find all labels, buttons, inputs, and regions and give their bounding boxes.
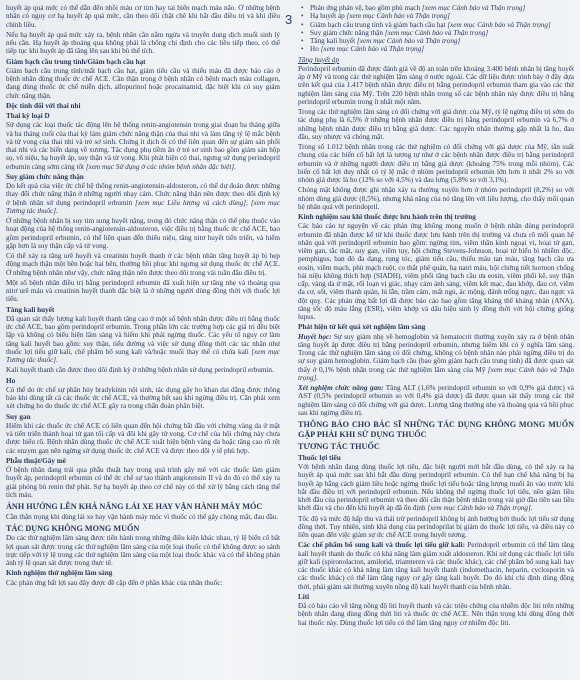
section-heading [298, 454, 574, 462]
paragraph-text: Sử dụng các loại thuốc tác động lên hệ thống renin-angiotensin trong giai đoạn ba tháng giữa và ba tháng cuối của thai kỳ làm giảm chức năng thận của thai nhi và làm tăng tỷ lệ mắc bệnh và tử vong của thai nhi và trẻ sơ sinh. Chứng ít dịch ối có thể liên quan đến sự giảm sản phổi thai nhi và các biến dạng về xương. Tác dụng phụ tiềm ẩn ở trẻ sơ sinh bao gồm giảm sản hộp sọ, vô niệu, hạ huyết áp, suy thận và tử vong. Khi phát hiện có thai, ngưng sử dụng perindopril erbumin càng sớm càng tốt [6, 121, 280, 171]
list-item [298, 4, 574, 12]
cross-reference: [xem mục Liều lượng và cách dùng], [xem mục Tương tác thuốc]. [6, 198, 280, 215]
paragraph [6, 67, 280, 100]
paragraph-text: Do kết quả của việc ức chế hệ thống renin-angiotensin-aldosteron, có thể dự đoán được những thay đổi chức năng thận ở những người nhạy cảm. Chức năng thận nên được theo dõi định kỳ ở bệnh nhân sử dụng perindopril erbumin [6, 182, 280, 207]
paragraph [298, 384, 574, 417]
paragraph-text: Một số bệnh nhân điều trị bằng perindopril erbumin đã xuất hiện sự tăng nhẹ và thoáng qua nitơ urê máu và creatinin huyết thanh đặc biệt là ở những người dùng đồng thời với thuốc lợi tiểu. [6, 278, 280, 304]
cross-reference: [xem mục Cảnh báo và Thận trọng] [355, 37, 461, 45]
paragraph-text: Perindopril erbumin đã được đánh giá về độ an toàn trên khoảng 3.400 bệnh nhân bị tăng huyết áp ở Mỹ và trong các thử nghiệm lâm sàng ở nước ngoài. Các dữ liệu được trình bày ở đây dựa trên kết quả của 1.417 bệnh nhân được điều trị bằng perindopril erbumin tham gia vào các thử nghiệm lâm sàng của Mỹ. Trên 220 bệnh nhân trong số các bệnh nhân này được điều trị bằng perindopril erbumin trong ít nhất một năm. [298, 64, 574, 106]
major-heading-text: TƯƠNG TÁC THUỐC [298, 442, 380, 452]
list-item-text: Phản ứng phản vệ, bao gồm phù mạch [310, 4, 421, 12]
section-heading [6, 112, 280, 120]
paragraph-text: Các báo cáo tự nguyện về các phản ứng không mong muốn ở bệnh nhân dùng perindopril erbumin đã nhận được kể từ khi thuốc được lưu hành trên thị trường và chưa rõ mối quan hệ nhân quả với perindopril erbumin bao gồm: ngừng tim, viêm thần kinh ngoại vi, hoại tử gan, viêm gan, tắc mật, suy gan, viêm tụy, hội chứng Stevens-Johnson, hoại tử biểu bì nhiễm độc, pemphigus, ban đỏ đa dạng, rụng tóc, giảm tiểu cầu, thiếu máu tan máu, tăng bạch cầu ưa eosin, viêm mạch, phù mạch ruột, co thắt phế quản, hạ natri máu, hội chứng tiết hormon chống bài niệu không thích hợp (SIADH), viêm phổi tăng bạch cầu ưa eosin, viêm phổi kẽ, suy thận cấp, vàng da ứ mật, rối loạn vị giác, nhạy cảm ánh sáng, viêm kết mạc, đau khớp, đau cơ, viêm đa cơ, sốt, viêm thanh quản, lú lẫn, trầm cảm, mất ngủ, ác mộng, đánh trống ngực, đau ngực và đột quỵ. Các phản ứng bất lợi đã được báo cáo bao gồm tăng kháng thể kháng nhân (ANA), tăng tốc độ máu lắng (ESR), viêm khớp và dấu hiệu sinh lý đồng thời với hội chứng giống lupus. [298, 222, 574, 321]
paragraph [298, 143, 574, 184]
paragraph-text: Ở bệnh nhân đang trải qua phẫu thuật hay trong quá trình gây mê với các thuốc làm giảm huyết áp, perindopril erbumin có thể ức chế sự tạo thành angiotensin II và do đó có thể xảy ra giải phóng bù renin thứ phát. Sự hạ huyết áp theo cơ chế này có thể xử lý bằng cách tăng thể tích máu. [6, 466, 280, 499]
paragraph [6, 422, 280, 455]
section-heading-text: Suy giảm chức năng thận [6, 172, 84, 181]
cross-reference: [xem mục Cảnh báo và Thận trọng] [318, 45, 425, 54]
paragraph [6, 315, 280, 365]
major-heading [298, 420, 574, 439]
section-heading [6, 102, 280, 110]
bullet-list [298, 4, 574, 54]
section-heading-text: Kinh nghiệm sau khi thuốc được lưu hành trên thị trường [298, 213, 476, 221]
paragraph [6, 534, 280, 567]
paragraph [6, 217, 280, 250]
paragraph [298, 515, 574, 540]
paragraph-text: Có thể do ức chế sự phân hủy bradykinin nội sinh, tác dụng gây ho khan dai dẳng được thông báo khi dùng tất cả các thuốc ức chế ACE, và thường hết sau khi ngừng điều trị. Cần phải xem xét chứng ho do thuốc ức chế ACE gây ra trong chẩn đoán phân biệt. [6, 385, 280, 411]
major-heading [6, 502, 280, 512]
list-item [298, 45, 574, 53]
paragraph [6, 4, 280, 29]
cross-reference: [xem mục Cảnh báo và Thận trọng]. [425, 504, 533, 513]
section-heading-text: Tăng kali huyết [6, 305, 55, 314]
paragraph [298, 602, 574, 627]
subsection-heading-text: Tăng huyết áp [298, 55, 340, 64]
list-item-text: Hạ huyết áp [310, 12, 345, 21]
section-heading-text: Độc tính đối với thai nhi [6, 101, 81, 110]
list-item [298, 12, 574, 20]
section-heading [298, 213, 574, 221]
paragraph-text: Tốc độ và mức độ hấp thu và thải trừ perindopril không bị ảnh hưởng bởi thuốc lợi tiểu sử dụng đồng thời. Tuy nhiên, sinh khả dụng của perindoprilat bị giảm do thuốc lợi tiểu, và điều này có liên quan đến việc giảm sự ức chế ACE trong huyết tương. [298, 514, 574, 540]
paragraph-text: Perindopril erbumin có thể làm tăng kali huyết thanh do thuốc có khả năng làm giảm xuất aldosteron. Khi sử dụng các thuốc lợi tiểu giữ kali (spironolacton, amilorid, triamteren và các thuốc khác), các chế phẩm bổ sung kali hay các thuốc khác có khả năng làm tăng kali huyết thanh (indomethacin, heparin, cyclosporin và các thuốc khác) có thể làm tăng nguy cơ gây tăng kali huyết. Do đó khi chỉ định dùng đồng thời, phải giám sát thường xuyên nồng độ kali huyết thanh của bệnh nhân. [298, 541, 574, 591]
paragraph-text: Sự suy giảm nhẹ về hemoglobin và hematocrit thường xuyên xảy ra ở bệnh nhân tăng huyết áp được điều trị bằng perindopril erbumin, nhưng hiếm khi có ý nghĩa lâm sàng. Trong các thử nghiệm lâm sàng có đối chứng, không có bệnh nhân nào phải ngừng điều trị do sự suy giảm hemoglobin. Giảm bạch cầu (bao gồm giảm bạch cầu trung tính) đã được quan sát thấy ở 0,1% bệnh nhân trong các thử nghiệm lâm sàng của Mỹ [298, 332, 574, 374]
major-heading-text: ẢNH HƯỞNG LÊN KHẢ NĂNG LÁI XE HAY VẬN HÀNH MÁY MÓC [6, 502, 263, 511]
paragraph-text: Chóng mặt không được ghi nhận xảy ra thường xuyên hơn ở nhóm perindopril (8,2%) so với nhóm dùng giả dược (8,5%), nhưng khả năng của nó tăng lên với liều lượng, cho thấy mối quan hệ nhân quả với perindopril. [298, 186, 574, 211]
section-heading [6, 377, 280, 385]
paragraph-text: Đã quan sát thấy lượng kali huyết thanh tăng cao ở một số bệnh nhân được điều trị bằng thuốc ức chế ACE, bao gồm perindopril erbumin. Trong phần lớn các trường hợp các giá trị đều biệt lập và không có biểu hiện lâm sàng và hiếm khi phải ngừng thuốc. Các yếu tố nguy cơ làm tăng kali huyết bao gồm: suy thận, tiểu đường và việc sử dụng đồng thời các tác nhân như thuốc lợi tiểu giữ kali, chế phẩm bổ sung kali và/hoặc muối thay thế có chứa kali [6, 314, 280, 356]
paragraph [6, 279, 280, 304]
cross-reference: [xem mục Cảnh báo và Thận trọng] [382, 28, 489, 37]
cross-reference: [xem mục Cảnh báo và Thận trọng] [445, 20, 551, 29]
list-item [298, 29, 574, 37]
list-item [298, 37, 574, 45]
section-heading-text: Phát hiện từ kết quả xét nghiệm lâm sàng [298, 323, 426, 332]
paragraph-text: Kali huyết thanh cần được theo dõi định kỳ ở những bệnh nhân sử dụng perindopril erbumin. [6, 366, 274, 375]
paragraph [298, 108, 574, 141]
list-item-text: Suy giảm chức năng thận [310, 28, 383, 37]
paragraph [6, 579, 280, 587]
cross-reference: [xem mục Cảnh báo và Thận trọng] [420, 4, 526, 12]
paragraph-text: Nếu hạ huyết áp quá mức xảy ra, bệnh nhân cần nằm ngửa và truyền dung dịch muối sinh lý nếu cần. Hạ huyết áp thoáng qua không phải là chống chỉ định cho các liều tiếp theo, có thể tiếp tục khi huyết áp đã tăng lên sau khi bù thể tích. [6, 30, 280, 56]
subsection-heading [298, 56, 574, 64]
paragraph [6, 466, 280, 499]
section-heading-text: Thuốc lợi tiểu [298, 453, 341, 462]
major-heading [6, 524, 280, 534]
paragraph-text: Trong các thử nghiệm lâm sàng có đối chứng với giả dược của Mỹ, tỷ lệ ngừng điều trị sớm do tác dụng phụ là 6,5% ở những bệnh nhân được điều trị bằng perindopril erbumin và 6,7% ở những bệnh nhân được điều trị bằng giả dược. Các nguyên nhân thường gặp nhất là ho, đau đầu, suy nhược và chóng mặt. [298, 108, 574, 141]
paragraph-text: huyết áp quá mức có thể dẫn đến nhồi máu cơ tim hay tai biến mạch máu não. Ở những bệnh nhân có nguy cơ hạ huyết áp quá mức, cần theo dõi chặt chẽ khi bắt đầu điều trị và khi điều chỉnh liều. [6, 4, 280, 29]
section-heading-text: Các chế phẩm bổ sung kali và thuốc lợi tiểu giữ kali: [298, 541, 465, 550]
section-heading [6, 306, 280, 314]
paragraph [6, 182, 280, 215]
cross-reference: [xem mục Cảnh báo và Thận trọng] [344, 12, 450, 21]
paragraph-text: Ở những bệnh nhân bị suy tim sung huyết nặng, trong đó chức năng thận có thể phụ thuộc vào hoạt động của hệ thống renin-angiotensin-aldosteron, việc điều trị bằng thuốc ức chế ACE, bao gồm perindopril erbumin, có thể liên quan đến thiểu niệu, tăng nitơ huyết tiến triển, và hiếm gặp hơn là suy thận cấp và tử vong. [6, 217, 280, 250]
paragraph [6, 366, 280, 374]
paragraph [6, 121, 280, 171]
left-column [6, 4, 280, 678]
paragraph [6, 31, 280, 56]
paragraph-text: Trong số 1.012 bệnh nhân trong các thử nghiệm có đối chứng với giả dược của Mỹ, tần suất chung của các biến cố bất lợi là tương tự như ở các bệnh nhân được điều trị bằng perindopril erbumin và ở những người được điều trị bằng giả dược (khoảng 75% trong mỗi nhóm). Các biến cố bất lợi duy nhất có tỷ lệ mắc ở nhóm perindopril erbumin lớn hơn ít nhất 2% so với nhóm giả dược là ho (12% so với 4,5%) và đau lưng (5,8% so với 3,1%). [298, 143, 574, 184]
paragraph [298, 463, 574, 513]
section-heading [6, 457, 280, 465]
page-number: 3 [285, 12, 293, 27]
section-heading-text: Thai kỳ loại D [6, 112, 50, 120]
paragraph [298, 65, 574, 106]
paragraph-text: Có thể xảy ra tăng urê huyết và creatinin huyết thanh ở các bệnh nhân tăng huyết áp bị hẹp động mạch thận một bên hoặc hai bên, thường hồi phục khi ngưng sử dụng thuốc ức chế ACE. Ở những bệnh nhân như vậy, chức năng thận nên được theo dõi trong vài tuần đầu điều trị. [6, 252, 280, 277]
paragraph-text: Tăng ALT (1,6% perindopril erbumin so với 0,9% giả dược) và AST (0,5% perindopril erbumin so với 0,4% giả dược) đã được quan sát thấy trong các thử nghiệm lâm sàng có đối chứng với giả dược. Lượng tăng thường nhẹ và thoáng qua và hồi phục sau khi ngừng điều trị. [298, 384, 574, 417]
list-item-text: Ho [310, 45, 319, 54]
major-heading [298, 442, 574, 452]
section-heading [6, 569, 280, 577]
paragraph [298, 333, 574, 383]
paragraph [298, 186, 574, 211]
section-heading-text: Kinh nghiệm thử nghiệm lâm sàng [6, 569, 113, 578]
major-heading-text: TÁC DỤNG KHÔNG MONG MUỐN [6, 523, 140, 533]
section-heading-text: Liti [298, 592, 310, 601]
section-heading [298, 593, 574, 601]
inline-heading: Xét nghiệm chức năng gan: [298, 384, 384, 392]
list-item-text: Tăng kali huyết [310, 37, 356, 45]
section-heading [6, 173, 280, 181]
cross-reference: [xem mục Cảnh báo và Thận trọng]. [298, 365, 574, 382]
paragraph-text: Giảm bạch cầu trung tính/mất bạch cầu hạt, giảm tiểu cầu và thiếu máu đã được báo cáo ở bệnh nhân dùng thuốc ức chế ACE. Cần thận trọng ở bệnh nhân có bệnh mạch máu collagen, đang dùng thuốc ức chế miễn dịch, allopurinol hoặc procainamid, đặc biệt khi có suy giảm chức năng thận. [6, 66, 280, 100]
paragraph-text: Đã có báo cáo về tăng nồng độ liti huyết thanh và các triệu chứng của nhiễm độc liti trên những bệnh nhân đang dùng đồng thời liti và thuốc ức chế ACE. Nên thận trọng khi dùng đồng thời hai thuốc này. Dùng thuốc lợi tiểu có thể làm tăng nguy cơ nhiễm độc liti. [298, 602, 574, 627]
section-heading-text: Phẫu thuật/Gây mê [6, 456, 66, 465]
paragraph-text: Các phản ứng bất lợi sau đây được đề cập đến ở phần khác của nhãn thuốc: [6, 578, 223, 587]
right-column [298, 4, 574, 678]
paragraph-text: Hiếm khi các thuốc ức chế ACE có liên quan đến hội chứng bắt đầu với chứng vàng da ứ mật và tiến triển thành hoại tử gan tối cấp và đôi khi gây tử vong. Cơ chế của hội chứng này chưa được hiểu rõ. Bệnh nhân dùng thuốc ức chế ACE xuất hiện bệnh vàng da hoặc tăng cao rõ rệt các enzym gan nên ngừng sử dụng thuốc ức chế ACE và được theo dõi y tế phù hợp. [6, 421, 280, 455]
list-item-text: Giảm bạch cầu trung tính và giảm bạch cầu hạt [310, 20, 446, 29]
section-heading-text: Suy gan [6, 412, 31, 421]
cross-reference: [xem mục Sử dụng ở các nhóm bệnh nhân đặc biệt]. [84, 162, 236, 171]
paragraph [6, 513, 280, 521]
paragraph-text: Do các thử nghiệm lâm sàng được tiến hành trong những điều kiện khác nhau, tỷ lệ biến cố bất lợi quan sát được trong các thử nghiệm lâm sàng của một loại thuốc có thể không được so sánh trực tiếp với tỷ lệ trong các thử nghiệm lâm sàng của một loại thuốc khác và có thể không phản ánh tỷ lệ quan sát được trong thực tế. [6, 534, 280, 568]
section-heading [298, 323, 574, 331]
cross-reference: [xem mục Tương tác thuốc]. [6, 347, 280, 364]
section-heading [6, 58, 280, 66]
major-heading-text: THÔNG BÁO CHO BÁC SĨ NHỮNG TÁC DỤNG KHÔNG MONG MUỐN GẶP PHẢI KHI SỬ DỤNG THUỐC [298, 420, 574, 439]
paragraph-text: Cần thận trọng khi dùng lái xe hay vận hành máy móc vì thuốc có thể gây chóng mặt, đau đầu. [6, 512, 279, 521]
paragraph [6, 252, 280, 277]
section-heading [298, 541, 574, 591]
paragraph-text: Với bệnh nhân đang dùng thuốc lợi tiểu, đặc biệt người mới bắt đầu dùng, có thể xảy ra hạ huyết áp quá mức sau khi bắt đầu dùng perindopril erbumin. Có thể hạn chế khả năng bị hạ huyết áp bằng cách giảm liều hoặc ngừng thuốc lợi tiểu hoặc tăng lượng muối ăn vào trước khi bắt đầu điều trị với perindopril erbumin. Nếu không thể ngừng thuốc lợi tiểu, nên giảm liều khởi đầu của perindopril erbumin và theo dõi cẩn thận bệnh nhân trong vài giờ đầu tiên sau liều khởi đầu và cho đến khi huyết áp đã ổn định [298, 463, 574, 513]
paragraph [6, 386, 280, 411]
list-item [298, 21, 574, 29]
section-heading-text: Ho [6, 376, 16, 385]
section-heading [6, 413, 280, 421]
paragraph [298, 222, 574, 321]
inline-heading: Huyết học: [298, 332, 332, 341]
section-heading-text: Giảm bạch cầu trung tính/Giảm bạch cầu hạt [6, 57, 146, 66]
